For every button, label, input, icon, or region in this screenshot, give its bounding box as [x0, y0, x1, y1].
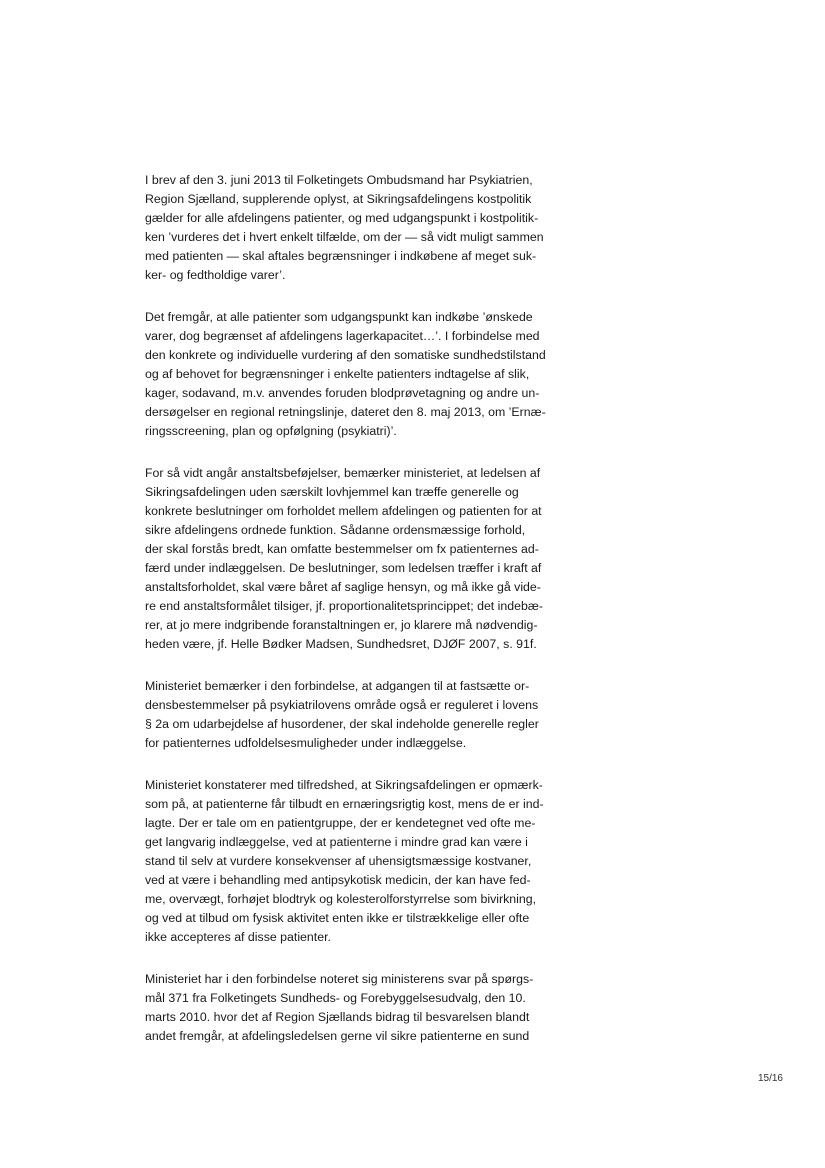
text-line: me, overvægt, forhøjet blodtryk og kolesterolforstyrrelse som bivirkning, [145, 892, 537, 906]
text-line: med patienten — skal aftales begrænsninger i indkøbene af meget suk- [145, 249, 537, 263]
paragraph-5 [145, 776, 585, 947]
text-line: ikke accepteres af disse patienter. [145, 930, 331, 944]
text-line: Ministeriet bemærker i den forbindelse, at adgangen til at fastsætte or- [145, 679, 530, 693]
text-line: rer, at jo mere indgribende foranstaltningen er, jo klarere må nødvendig- [145, 618, 538, 632]
text-line: lagte. Der er tale om en patientgruppe, der er kendetegnet ved ofte me- [145, 816, 536, 830]
text-line: sikre afdelingens ordnede funktion. Sådanne ordensmæssige forhold, [145, 523, 526, 537]
text-line: stand til selv at vurdere konsekvenser af uhensigtsmæssige kostvaner, [145, 854, 532, 868]
text-line: der skal forstås bredt, kan omfatte bestemmelser om fx patienternes ad- [145, 542, 539, 556]
paragraph-6 [145, 970, 585, 1046]
text-line: Ministeriet konstaterer med tilfredshed, at Sikringsafdelingen er opmærk- [145, 778, 543, 792]
text-line: gælder for alle afdelingens patienter, og med udgangspunkt i kostpolitik- [145, 211, 539, 225]
text-line: marts 2010. hvor det af Region Sjællands bidrag til besvarelsen blandt [145, 1010, 530, 1024]
text-line: varer, dog begrænset af afdelingens lagerkapacitet…’. I forbindelse med [145, 329, 540, 343]
text-line: konkrete beslutninger om forholdet mellem afdelingen og patienten for at [145, 504, 542, 518]
text-line: Ministeriet har i den forbindelse noteret sig ministerens svar på spørgs- [145, 972, 534, 986]
text-line: kager, sodavand, m.v. anvendes foruden blodprøvetagning og andre un- [145, 386, 540, 400]
paragraph-1 [145, 171, 585, 285]
paragraph-3 [145, 464, 585, 654]
text-line: den konkrete og individuelle vurdering af den somatiske sundhedstilstand [145, 348, 546, 362]
text-line: ringsscreening, plan og opfølgning (psykiatri)’. [145, 424, 397, 438]
paragraph-2 [145, 308, 585, 441]
text-line: For så vidt angår anstaltsbeføjelser, bemærker ministeriet, at ledelsen af [145, 466, 541, 480]
text-line: dersøgelser en regional retningslinje, dateret den 8. maj 2013, om ’Ernæ- [145, 405, 546, 419]
text-line: § 2a om udarbejdelse af husordener, der skal indeholde generelle regler [145, 717, 539, 731]
paragraph-4 [145, 677, 585, 753]
page-number: 15/16 [757, 1073, 783, 1084]
document-body [145, 171, 585, 1069]
text-line: færd under indlæggelsen. De beslutninger, som ledelsen træffer i kraft af [145, 561, 542, 575]
text-line: andet fremgår, at afdelingsledelsen gerne vil sikre patienterne en sund [145, 1029, 530, 1043]
text-line: ken ’vurderes det i hvert enkelt tilfælde, om der — så vidt muligt sammen [145, 230, 544, 244]
text-line: re end anstaltsformålet tilsiger, jf. proportionalitetsprincippet; det indebæ- [145, 599, 543, 613]
text-line: heden være, jf. Helle Bødker Madsen, Sundhedsret, DJØF 2007, s. 91f. [145, 637, 537, 651]
text-line: som på, at patienterne får tilbudt en ernæringsrigtig kost, mens de er ind- [145, 797, 544, 811]
text-line: og af behovet for begrænsninger i enkelte patienters indtagelse af slik, [145, 367, 530, 381]
text-line: Det fremgår, at alle patienter som udgangspunkt kan indkøbe ’ønskede [145, 310, 533, 324]
text-line: og ved at tilbud om fysisk aktivitet enten ikke er tilstrækkelige eller ofte [145, 911, 530, 925]
text-line: get langvarig indlæggelse, ved at patienterne i mindre grad kan være i [145, 835, 528, 849]
text-line: mål 371 fra Folketingets Sundheds- og Forebyggelsesudvalg, den 10. [145, 991, 526, 1005]
text-line: anstaltsforholdet, skal være båret af saglige hensyn, og må ikke gå vide- [145, 580, 541, 594]
text-line: Sikringsafdelingen uden særskilt lovhjemmel kan træffe generelle og [145, 485, 519, 499]
text-line: ved at være i behandling med antipsykotisk medicin, der kan have fed- [145, 873, 531, 887]
text-line: Region Sjælland, supplerende oplyst, at Sikringsafdelingens kostpolitik [145, 192, 532, 206]
text-line: ker- og fedtholdige varer’. [145, 268, 286, 282]
text-line: I brev af den 3. juni 2013 til Folketingets Ombudsmand har Psykiatrien, [145, 173, 533, 187]
text-line: densbestemmelser på psykiatrilovens område også er reguleret i lovens [145, 698, 539, 712]
text-line: for patienternes udfoldelsesmuligheder under indlæggelse. [145, 736, 467, 750]
